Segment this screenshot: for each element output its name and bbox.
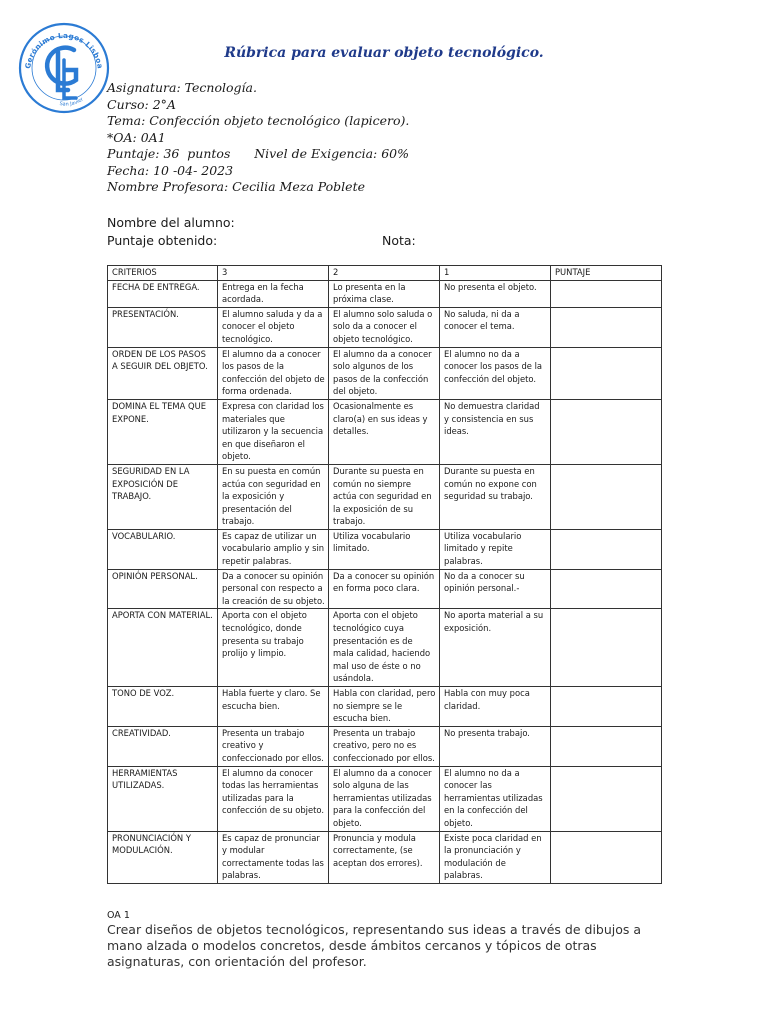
table-row — [108, 529, 662, 569]
date-line: Fecha: 10 -04- 2023 — [107, 162, 234, 178]
score-cell — [551, 766, 662, 831]
score-cell — [551, 399, 662, 464]
table-row — [108, 609, 662, 687]
score-cell — [551, 307, 662, 347]
level-1-cell: No aporta material a su exposición. — [440, 609, 551, 687]
level-1-cell: No saluda, ni da a conocer el tema. — [440, 307, 551, 347]
table-row — [108, 766, 662, 831]
criterion-cell: FECHA DE ENTREGA. — [108, 280, 218, 307]
level-3-cell: Presenta un trabajo creativo y confeccionado por ellos. — [218, 726, 329, 766]
student-score-label: Puntaje obtenido: — [107, 233, 218, 248]
score-cell — [551, 831, 662, 883]
level-2-cell: Aporta con el objeto tecnológico cuya presentación es de mala calidad, haciendo mal uso de éste o no usándola. — [329, 609, 440, 687]
level-1-cell: Habla con muy poca claridad. — [440, 687, 551, 727]
criterion-cell: CREATIVIDAD. — [108, 726, 218, 766]
level-2-cell: Da a conocer su opinión en forma poco clara. — [329, 569, 440, 609]
table-row — [108, 569, 662, 609]
level-2-cell: El alumno solo saluda o solo da a conocer el objeto tecnológico. — [329, 307, 440, 347]
score-cell — [551, 687, 662, 727]
level-1-cell: El alumno no da a conocer los pasos de la confección del objeto. — [440, 347, 551, 399]
level-3-cell: Da a conocer su opinión personal con respecto a la creación de su objeto. — [218, 569, 329, 609]
oa-label: OA 1 — [107, 910, 130, 921]
header-criterios: CRITERIOS — [108, 266, 218, 281]
criterion-cell: APORTA CON MATERIAL. — [108, 609, 218, 687]
score-cell — [551, 464, 662, 529]
table-row — [108, 464, 662, 529]
score-cell — [551, 280, 662, 307]
header-level-1: 1 — [440, 266, 551, 281]
level-2-cell: Utiliza vocabulario limitado. — [329, 529, 440, 569]
score-cell — [551, 726, 662, 766]
table-row — [108, 726, 662, 766]
level-1-cell: Utiliza vocabulario limitado y repite palabras. — [440, 529, 551, 569]
level-2-cell: El alumno da a conocer solo alguna de las herramientas utilizadas para la confección del objeto. — [329, 766, 440, 831]
oa-line: *OA: 0A1 — [107, 129, 166, 145]
subject-line: Asignatura: Tecnología. — [107, 80, 257, 95]
table-row — [108, 831, 662, 883]
level-1-cell: No da a conocer su opinión personal.- — [440, 569, 551, 609]
document-title: Rúbrica para evaluar objeto tecnológico. — [224, 45, 544, 61]
table-row — [108, 280, 662, 307]
logo-sub-text: San Javier — [59, 96, 85, 108]
level-1-cell: Existe poca claridad en la pronunciación y modulación de palabras. — [440, 831, 551, 883]
level-2-cell: Habla con claridad, pero no siempre se le escucha bien. — [329, 687, 440, 727]
criterion-cell: PRESENTACIÓN. — [108, 307, 218, 347]
level-1-cell: Durante su puesta en común no expone con seguridad su trabajo. — [440, 464, 551, 529]
header-puntaje: PUNTAJE — [551, 266, 662, 281]
table-row — [108, 347, 662, 399]
teacher-line: Nombre Profesora: Cecilia Meza Poblete — [107, 179, 365, 194]
level-3-cell: En su puesta en común actúa con seguridad en la exposición y presentación del trabajo. — [218, 464, 329, 529]
level-3-cell: El alumno saluda y da a conocer el objeto tecnológico. — [218, 307, 329, 347]
level-2-cell: Durante su puesta en común no siempre actúa con seguridad en la exposición de su trabajo. — [329, 464, 440, 529]
level-1-cell: El alumno no da a conocer las herramientas utilizadas en la confección del objeto. — [440, 766, 551, 831]
level-1-cell: No presenta trabajo. — [440, 726, 551, 766]
criterion-cell: PRONUNCIACIÓN Y MODULACIÓN. — [108, 831, 218, 883]
level-3-cell: Entrega en la fecha acordada. — [218, 280, 329, 307]
student-grade-label: Nota: — [382, 233, 416, 248]
criterion-cell: OPINIÓN PERSONAL. — [108, 569, 218, 609]
level-3-cell: El alumno da conocer todas las herramientas utilizadas para la confección de su objeto. — [218, 766, 329, 831]
footer — [107, 910, 667, 970]
level-2-cell: Ocasionalmente es claro(a) en sus ideas y detalles. — [329, 399, 440, 464]
level-3-cell: El alumno da a conocer los pasos de la confección del objeto de forma ordenada. — [218, 347, 329, 399]
score-cell — [551, 347, 662, 399]
criterion-cell: ORDEN DE LOS PASOS A SEGUIR DEL OBJETO. — [108, 347, 218, 399]
criterion-cell: DOMINA EL TEMA QUE EXPONE. — [108, 399, 218, 464]
table-row — [108, 687, 662, 727]
header-level-2: 2 — [329, 266, 440, 281]
criterion-cell: TONO DE VOZ. — [108, 687, 218, 727]
student-fields — [107, 214, 416, 250]
course-info — [107, 80, 409, 196]
topic-line: Tema: Confección objeto tecnológico (lapicero). — [107, 113, 410, 128]
criterion-cell: SEGURIDAD EN LA EXPOSICIÓN DE TRABAJO. — [108, 464, 218, 529]
level-3-cell: Aporta con el objeto tecnológico, donde presenta su trabajo prolijo y limpio. — [218, 609, 329, 687]
rubric-body — [108, 280, 662, 883]
level-3-cell: Expresa con claridad los materiales que utilizaron y la secuencia en que diseñaron el objeto. — [218, 399, 329, 464]
level-2-cell: Presenta un trabajo creativo, pero no es confeccionado por ellos. — [329, 726, 440, 766]
score-cell — [551, 569, 662, 609]
level-2-cell: El alumno da a conocer solo algunos de los pasos de la confección del objeto. — [329, 347, 440, 399]
score-cell — [551, 529, 662, 569]
level-1-cell: No demuestra claridad y consistencia en sus ideas. — [440, 399, 551, 464]
table-row — [108, 399, 662, 464]
level-2-cell: Pronuncia y modula correctamente, (se aceptan dos errores). — [329, 831, 440, 883]
criterion-cell: HERRAMIENTAS UTILIZADAS. — [108, 766, 218, 831]
level-3-cell: Es capaz de pronunciar y modular correctamente todas las palabras. — [218, 831, 329, 883]
school-logo — [18, 22, 110, 114]
rubric-table — [107, 265, 662, 884]
table-row — [108, 307, 662, 347]
logo-ring-text: Gerónimo Lagos Lisboa — [23, 30, 105, 70]
course-line: Curso: 2°A — [107, 96, 176, 112]
student-name-label: Nombre del alumno: — [107, 215, 235, 230]
level-3-cell: Es capaz de utilizar un vocabulario amplio y sin repetir palabras. — [218, 529, 329, 569]
table-header-row — [108, 266, 662, 281]
level-3-cell: Habla fuerte y claro. Se escucha bien. — [218, 687, 329, 727]
level-1-cell: No presenta el objeto. — [440, 280, 551, 307]
criterion-cell: VOCABULARIO. — [108, 529, 218, 569]
level-2-cell: Lo presenta en la próxima clase. — [329, 280, 440, 307]
score-cell — [551, 609, 662, 687]
score-line: Puntaje: 36 puntos Nivel de Exigencia: 60% — [107, 146, 409, 161]
header-level-3: 3 — [218, 266, 329, 281]
oa-description: Crear diseños de objetos tecnológicos, representando sus ideas a través de dibujos a mano alzada o modelos concretos, desde ámbitos cercanos y tópicos de otras asignaturas, con orientación del profesor. — [107, 922, 642, 969]
